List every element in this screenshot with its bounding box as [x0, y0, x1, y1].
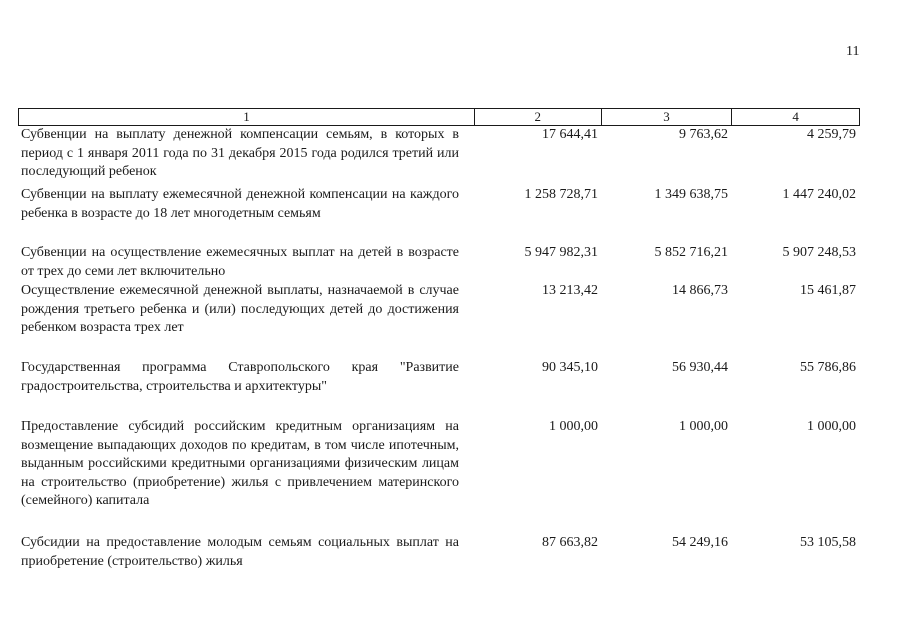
row-value-col-2: 87 663,82 — [542, 535, 598, 550]
row-value-col-4: 1 000,00 — [807, 419, 856, 434]
row-value-col-2: 13 213,42 — [542, 283, 598, 298]
row-description: Предоставление субсидий российским кредитным организациям на возмещение выпадающих доходов по кредитам, в том числе ипотечным, выданным российскими кредитными организациями физическим лицам на строительство (приобретение) жилья с привлечением материнского (семейного) капитала — [21, 419, 459, 508]
row-value-col-2: 90 345,10 — [542, 360, 598, 375]
row-description: Осуществление ежемесячной денежной выплаты, назначаемой в случае рождения третьего ребенка и (или) последующих детей до достижения ребенком возраста трех лет — [21, 283, 459, 335]
header-col-3: 3 — [601, 109, 732, 125]
row-value-col-3: 1 349 638,75 — [654, 187, 728, 202]
row-value-col-2: 5 947 982,31 — [524, 245, 598, 260]
header-col-1: 1 — [243, 109, 250, 124]
row-value-col-4: 55 786,86 — [800, 360, 856, 375]
header-col-4: 4 — [731, 109, 859, 125]
table-header — [18, 108, 860, 126]
row-description: Субвенции на осуществление ежемесячных выплат на детей в возрасте от трех до семи лет включительно — [21, 245, 459, 279]
row-value-col-2: 1 258 728,71 — [524, 187, 598, 202]
row-value-col-2: 17 644,41 — [542, 127, 598, 142]
row-value-col-2: 1 000,00 — [549, 419, 598, 434]
row-value-col-4: 53 105,58 — [800, 535, 856, 550]
row-value-col-3: 56 930,44 — [672, 360, 728, 375]
row-value-col-4: 1 447 240,02 — [782, 187, 856, 202]
page-number: 11 — [846, 44, 860, 59]
row-value-col-3: 9 763,62 — [679, 127, 728, 142]
row-value-col-3: 54 249,16 — [672, 535, 728, 550]
row-description: Государственная программа Ставропольского края "Развитие градостроительства, строительства и архитектуры" — [21, 360, 459, 394]
row-value-col-4: 4 259,79 — [807, 127, 856, 142]
row-description: Субвенции на выплату денежной компенсации семьям, в которых в период с 1 января 2011 года по 31 декабря 2015 года родился третий или последующий ребенок — [21, 127, 459, 179]
row-value-col-4: 15 461,87 — [800, 283, 856, 298]
row-value-col-3: 14 866,73 — [672, 283, 728, 298]
row-value-col-4: 5 907 248,53 — [782, 245, 856, 260]
row-value-col-3: 1 000,00 — [679, 419, 728, 434]
row-value-col-3: 5 852 716,21 — [654, 245, 728, 260]
row-description: Субсидии на предоставление молодым семьям социальных выплат на приобретение (строительство) жилья — [21, 535, 459, 569]
header-col-2: 2 — [474, 109, 601, 125]
row-description: Субвенции на выплату ежемесячной денежной компенсации на каждого ребенка в возрасте до 18 лет многодетным семьям — [21, 187, 459, 221]
